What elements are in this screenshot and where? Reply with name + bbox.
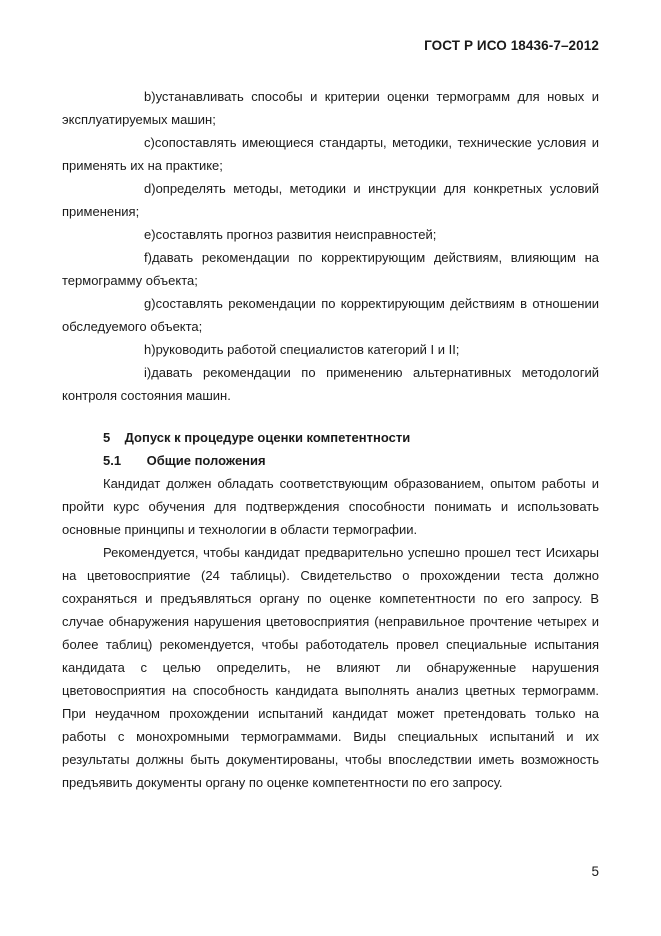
list-marker: h) — [144, 342, 156, 357]
list-marker: d) — [144, 181, 156, 196]
subsection-number: 5.1 — [103, 453, 122, 468]
section-title: Допуск к процедуре оценки компетентности — [124, 430, 411, 445]
list-marker: f) — [144, 250, 152, 265]
page-body — [62, 85, 599, 794]
subsection-heading — [62, 449, 599, 472]
list-item-text: давать рекомендации по корректирующим действиям, влияющим на термограмму объекта; — [62, 250, 599, 288]
section-spacer — [62, 407, 599, 426]
body-paragraph: Кандидат должен обладать соответствующим образованием, опытом работы и пройти курс обучения для подтверждения способности понимать и использовать основные принципы и технологии в области термографии. — [62, 476, 599, 537]
page-number: 5 — [591, 864, 599, 879]
section-heading — [62, 426, 599, 449]
list-item-text: сопоставлять имеющиеся стандарты, методики, технические условия и применять их на практике; — [62, 135, 599, 173]
list-item-e — [62, 223, 599, 246]
subsection-title: Общие положения — [146, 453, 266, 468]
list-item-text: руководить работой специалистов категорий I и II; — [155, 342, 460, 357]
list-item-text: устанавливать способы и критерии оценки термограмм для новых и эксплуатируемых машин; — [62, 89, 599, 127]
list-item-d — [62, 177, 599, 223]
list-item-text: составлять прогноз развития неисправностей; — [155, 227, 437, 242]
list-marker: e) — [144, 227, 156, 242]
document-header-id: ГОСТ Р ИСО 18436-7–2012 — [424, 38, 599, 53]
list-item-i — [62, 361, 599, 407]
list-item-g — [62, 292, 599, 338]
list-item-text: давать рекомендации по применению альтернативных методологий контроля состояния машин. — [62, 365, 599, 403]
list-item-h — [62, 338, 599, 361]
list-marker: g) — [144, 296, 156, 311]
list-item-text: определять методы, методики и инструкции для конкретных условий применения; — [62, 181, 599, 219]
section-number: 5 — [103, 430, 111, 445]
list-marker: b) — [144, 89, 156, 104]
list-item-f — [62, 246, 599, 292]
list-item-c — [62, 131, 599, 177]
body-paragraph: Рекомендуется, чтобы кандидат предварительно успешно прошел тест Исихары на цветовосприятие (24 таблицы). Свидетельство о прохождении теста должно сохраняться и предъявляться органу по оценке компетентности по его запросу. В случае обнаружения нарушения цветовосприятия (неправильное прочтение четырех и более таблиц) рекомендуется, чтобы работодатель провел специальные испытания кандидата с целью определить, не влияют ли обнаруженные нарушения цветовосприятия на способность кандидата выполнять анализ цветных термограмм. При неудачном прохождении испытаний кандидат может претендовать только на работы с монохромными термограммами. Виды специальных испытаний и их результаты должны быть документированы, чтобы впоследствии иметь возможность предъявить документы органу по оценке компетентности по его запросу. — [62, 545, 599, 790]
list-marker: c) — [144, 135, 155, 150]
list-item-b — [62, 85, 599, 131]
list-item-text: составлять рекомендации по корректирующим действиям в отношении обследуемого объекта; — [62, 296, 599, 334]
list-marker: i) — [144, 365, 152, 380]
